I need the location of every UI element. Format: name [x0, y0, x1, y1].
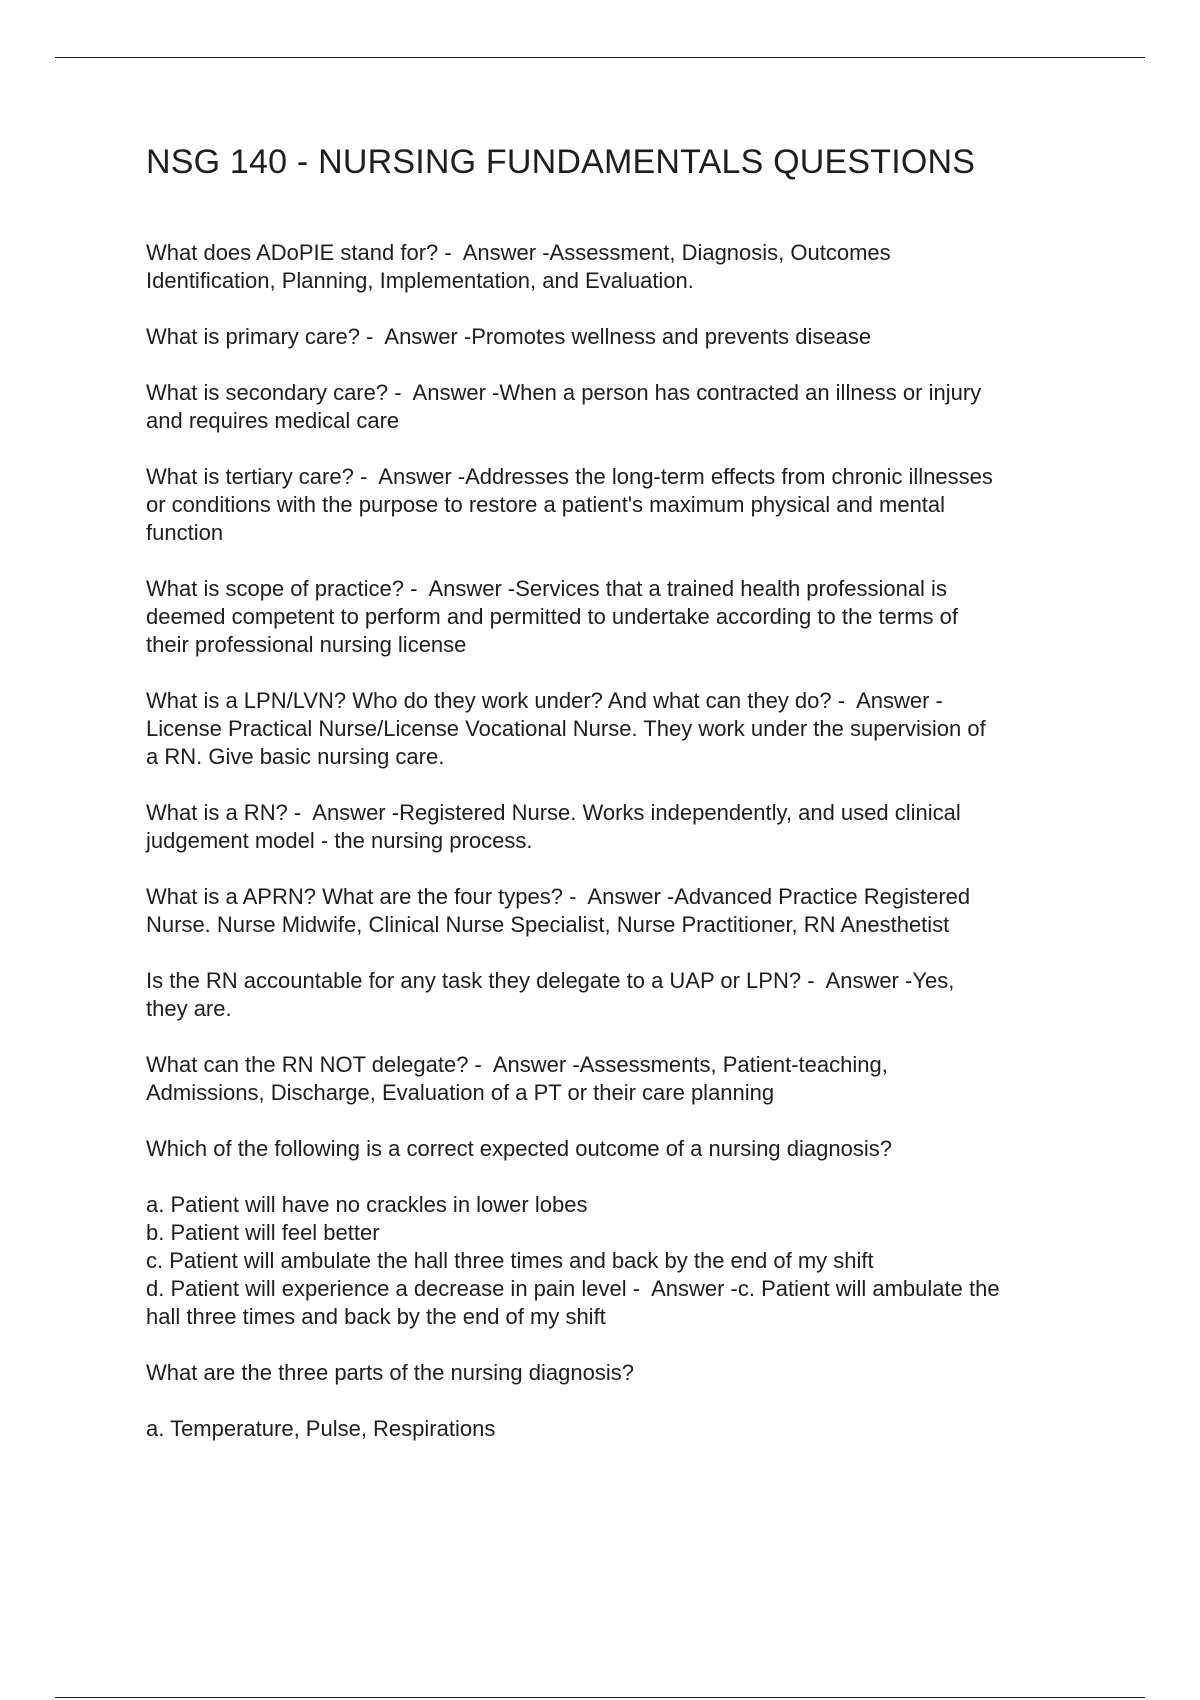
qa-expected-outcome-options: a. Patient will have no crackles in lower lobes b. Patient will feel better c. Patient will ambulate the hall three times and back by the end of my shift d. Patient will experience a decrease in pain level - Answer -c. Patient will ambulate the hall three times and back by the end of my shift	[146, 1192, 1000, 1329]
document-body	[146, 143, 1096, 1443]
qa-scope-of-practice: What is scope of practice? - Answer -Services that a trained health professional is deemed competent to perform and permitted to undertake according to the terms of their professional nursing license	[146, 576, 959, 657]
qa-expected-outcome-question: Which of the following is a correct expected outcome of a nursing diagnosis?	[146, 1136, 892, 1161]
qa-nursing-diagnosis-option-a: a. Temperature, Pulse, Respirations	[146, 1416, 496, 1441]
top-rule	[55, 57, 1145, 58]
qa-tertiary-care: What is tertiary care? - Answer -Addresses the long-term effects from chronic illnesses or conditions with the purpose to restore a patient's maximum physical and mental function	[146, 464, 993, 545]
bottom-rule	[55, 1697, 1145, 1698]
qa-aprn: What is a APRN? What are the four types? - Answer -Advanced Practice Registered Nurse. Nurse Midwife, Clinical Nurse Specialist, Nurse Practitioner, RN Anesthetist	[146, 884, 971, 937]
qa-adopie: What does ADoPIE stand for? - Answer -Assessment, Diagnosis, Outcomes Identification, Planning, Implementation, and Evaluation.	[146, 240, 891, 293]
document-title: NSG 140 - NURSING FUNDAMENTALS QUESTIONS	[146, 143, 976, 181]
qa-primary-care: What is primary care? - Answer -Promotes wellness and prevents disease	[146, 324, 872, 349]
qa-rn: What is a RN? - Answer -Registered Nurse. Works independently, and used clinical judgement model - the nursing process.	[146, 800, 961, 853]
qa-secondary-care: What is secondary care? - Answer -When a person has contracted an illness or injury and requires medical care	[146, 380, 982, 433]
qa-rn-not-delegate: What can the RN NOT delegate? - Answer -Assessments, Patient-teaching, Admissions, Discharge, Evaluation of a PT or their care planning	[146, 1052, 888, 1105]
qa-rn-accountable: Is the RN accountable for any task they delegate to a UAP or LPN? - Answer -Yes, they are.	[146, 968, 955, 1021]
qa-nursing-diagnosis-question: What are the three parts of the nursing diagnosis?	[146, 1360, 634, 1385]
qa-lpn-lvn: What is a LPN/LVN? Who do they work under? And what can they do? - Answer - License Practical Nurse/License Vocational Nurse. They work under the supervision of a RN. Give basic nursing care.	[146, 688, 986, 769]
